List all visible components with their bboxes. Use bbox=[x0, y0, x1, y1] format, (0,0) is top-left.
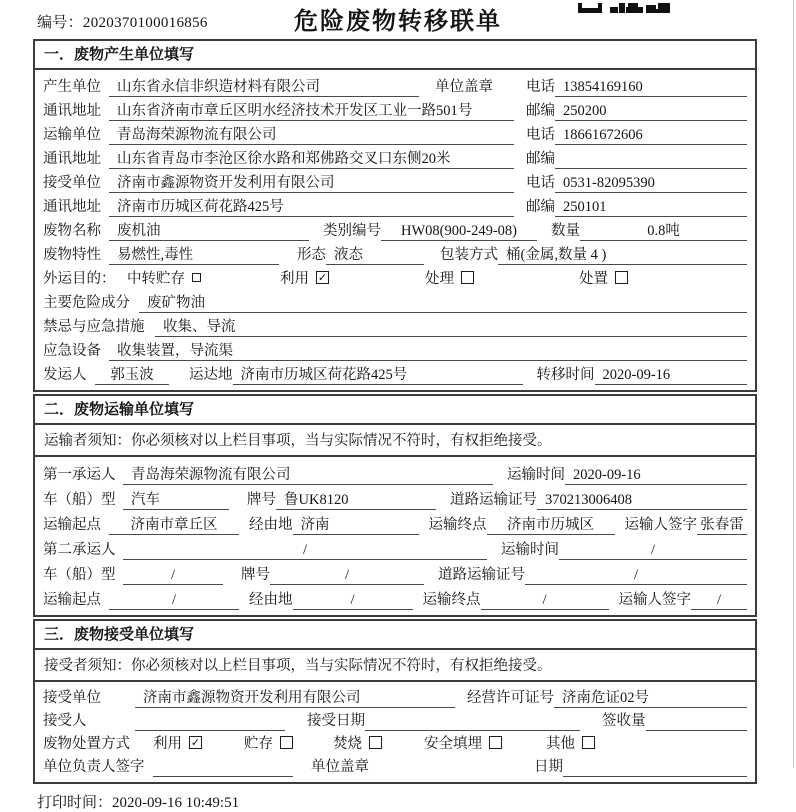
seal-label: 单位盖章 bbox=[435, 79, 493, 95]
producer-phone-value: 13854169160 bbox=[555, 79, 747, 97]
plate-label: 牌号 bbox=[247, 492, 276, 508]
destination-label: 运达地 bbox=[189, 367, 233, 383]
zip-label: 邮编 bbox=[526, 103, 555, 119]
carrier1-time-value: 2020-09-16 bbox=[565, 467, 747, 485]
option-label: 其他 bbox=[546, 736, 575, 752]
origin-label: 运输起点 bbox=[43, 592, 101, 608]
producer-address-value: 山东省济南市章丘区明水经济技术开发区工业一路501号 bbox=[109, 99, 514, 121]
row-carrier2-vehicle bbox=[43, 560, 747, 585]
form-value: 液态 bbox=[326, 243, 424, 265]
print-time-label: 打印时间： bbox=[37, 795, 113, 811]
receiver-value: 济南市鑫源物资开发利用有限公司 bbox=[109, 171, 514, 193]
date-label: 日期 bbox=[534, 759, 563, 775]
checkbox-unchecked-icon bbox=[615, 271, 628, 284]
zip-label: 邮编 bbox=[526, 199, 555, 215]
trait-label: 废物特性 bbox=[43, 247, 101, 263]
carrier1-vehicle-value: 汽车 bbox=[123, 488, 229, 510]
waste-name-value: 废机油 bbox=[109, 219, 309, 241]
disposal-option-landfill bbox=[424, 732, 502, 754]
destination-value: 济南市历城区荷花路425号 bbox=[233, 363, 523, 385]
checkbox-unchecked-icon bbox=[461, 271, 474, 284]
taboo-value: 收集、导流 bbox=[155, 315, 747, 337]
row-receiving-person bbox=[43, 708, 747, 731]
receiving-unit-label: 接受单位 bbox=[43, 690, 101, 706]
receiving-person-label: 接受人 bbox=[43, 713, 87, 729]
receiving-person-value bbox=[135, 730, 285, 731]
receiver-phone-value: 0531-82095390 bbox=[555, 175, 747, 193]
receiving-unit-value: 济南市鑫源物资开发利用有限公司 bbox=[135, 686, 455, 708]
row-transfer-purpose bbox=[43, 265, 747, 289]
carrier1-via-value: 济南 bbox=[293, 513, 419, 535]
unit-seal-label: 单位盖章 bbox=[311, 759, 369, 775]
address-label: 通讯地址 bbox=[43, 151, 101, 167]
option-label: 处理 bbox=[425, 271, 454, 287]
license-value: 济南危证02号 bbox=[554, 686, 747, 708]
row-waste-trait bbox=[43, 241, 747, 265]
row-emergency-equipment bbox=[43, 337, 747, 361]
option-label: 贮存 bbox=[244, 736, 273, 752]
row-receiving-unit bbox=[43, 685, 747, 708]
qr-code-icon bbox=[578, 0, 670, 18]
print-time-line bbox=[37, 791, 796, 812]
checkbox-unchecked-icon bbox=[369, 736, 382, 749]
serial-label: 编号： bbox=[37, 15, 83, 31]
carrier2-origin-value: / bbox=[109, 592, 239, 610]
transport-time-label: 运输时间 bbox=[501, 542, 559, 558]
section-producer-title: 一．废物产生单位填写 bbox=[35, 41, 755, 70]
carrier2-time-value: / bbox=[559, 542, 747, 560]
purpose-label: 外运目的： bbox=[43, 271, 116, 287]
row-carrier2-route bbox=[43, 585, 747, 610]
row-transporter-address bbox=[43, 145, 747, 169]
carrier1-signature-value: 张春雷 bbox=[697, 513, 747, 535]
license-label: 经营许可证号 bbox=[467, 690, 554, 706]
carrier-sign-label: 运输人签字 bbox=[624, 517, 697, 533]
form-label: 形态 bbox=[297, 247, 326, 263]
row-receiver-address bbox=[43, 193, 747, 217]
address-label: 通讯地址 bbox=[43, 103, 101, 119]
phone-label: 电话 bbox=[526, 79, 555, 95]
carrier2-via-value: / bbox=[293, 592, 413, 610]
transporter-label: 运输单位 bbox=[43, 127, 101, 143]
carrier-sign-label: 运输人签字 bbox=[618, 592, 691, 608]
transfer-time-value: 2020-09-16 bbox=[595, 367, 748, 385]
disposal-option-storage bbox=[244, 732, 293, 754]
section-transport-title: 二．废物运输单位填写 bbox=[35, 396, 755, 425]
category-label: 类别编号 bbox=[323, 223, 381, 239]
signed-amount-label: 签收量 bbox=[602, 713, 646, 729]
row-transporter bbox=[43, 121, 747, 145]
section-producer bbox=[33, 39, 757, 392]
row-responsible-signature bbox=[43, 754, 747, 777]
section-transport bbox=[33, 394, 757, 617]
waste-name-label: 废物名称 bbox=[43, 223, 101, 239]
responsible-sign-label: 单位负责人签字 bbox=[43, 759, 145, 775]
carrier2-signature-value: / bbox=[691, 592, 747, 610]
shipper-value: 郭玉波 bbox=[95, 363, 169, 385]
responsible-sign-value bbox=[153, 776, 293, 777]
row-producer bbox=[43, 73, 747, 97]
row-producer-address bbox=[43, 97, 747, 121]
transporter-value: 青岛海荣源物流有限公司 bbox=[109, 123, 514, 145]
packing-label: 包装方式 bbox=[440, 247, 498, 263]
checkbox-unchecked-icon bbox=[280, 736, 293, 749]
carrier2-plate-value: / bbox=[270, 567, 424, 585]
section-receiver-title: 三．废物接受单位填写 bbox=[35, 621, 755, 650]
checkbox-unchecked-icon bbox=[489, 736, 502, 749]
transporter-address-value: 山东省青岛市李沧区徐水路和郑佛路交叉口东侧20米 bbox=[109, 147, 514, 169]
row-hazard-component bbox=[43, 289, 747, 313]
disposal-option-utilize bbox=[153, 732, 202, 754]
shipper-label: 发运人 bbox=[43, 367, 87, 383]
purpose-option-treat bbox=[425, 267, 474, 289]
carrier2-value: / bbox=[123, 542, 487, 560]
producer-label: 产生单位 bbox=[43, 79, 101, 95]
row-second-carrier bbox=[43, 535, 747, 560]
row-taboo-measures bbox=[43, 313, 747, 337]
page-right-edge bbox=[793, 0, 794, 768]
carrier1-origin-value: 济南市章丘区 bbox=[109, 513, 239, 535]
zip-label: 邮编 bbox=[526, 151, 555, 167]
section-receiver bbox=[33, 619, 757, 784]
receiver-notice: 接受者须知：你必须核对以上栏目事项，当与实际情况不符时，有权拒绝接受。 bbox=[35, 650, 755, 682]
receiver-zip-value: 250101 bbox=[555, 199, 747, 217]
serial-value: 2020370100016856 bbox=[82, 15, 208, 31]
disposal-label: 废物处置方式 bbox=[43, 736, 130, 752]
row-first-carrier bbox=[43, 460, 747, 485]
option-label: 安全填埋 bbox=[424, 736, 482, 752]
print-time-value: 2020-09-16 10:49:51 bbox=[112, 795, 240, 811]
checkbox-unchecked-icon bbox=[192, 273, 201, 282]
transporter-zip-value bbox=[555, 168, 747, 169]
option-label: 处置 bbox=[579, 271, 608, 287]
quantity-label: 数量 bbox=[551, 223, 580, 239]
transport-time-label: 运输时间 bbox=[507, 467, 565, 483]
document-header bbox=[0, 0, 796, 39]
via-label: 经由地 bbox=[249, 517, 293, 533]
carrier2-vehicle-value: / bbox=[123, 567, 223, 585]
purpose-option-utilize bbox=[280, 267, 329, 289]
disposal-option-other bbox=[546, 732, 595, 754]
vehicle-label: 车（船）型 bbox=[43, 567, 116, 583]
row-shipper bbox=[43, 361, 747, 385]
carrier1-endpoint-value: 济南市历城区 bbox=[487, 513, 615, 535]
carrier1-permit-value: 370213006408 bbox=[537, 492, 747, 510]
endpoint-label: 运输终点 bbox=[428, 517, 487, 533]
checkbox-checked-icon: ✓ bbox=[190, 736, 201, 749]
carrier1-plate-value: 鲁UK8120 bbox=[276, 488, 436, 510]
row-carrier1-route bbox=[43, 510, 747, 535]
carrier2-endpoint-value: / bbox=[481, 592, 609, 610]
receiving-date-value bbox=[365, 730, 580, 731]
disposal-option-incinerate bbox=[333, 732, 382, 754]
permit-label: 道路运输证号 bbox=[450, 492, 537, 508]
page-title: 危险废物转移联单 bbox=[294, 8, 502, 35]
checkbox-unchecked-icon bbox=[582, 736, 595, 749]
phone-label: 电话 bbox=[526, 127, 555, 143]
endpoint-label: 运输终点 bbox=[422, 592, 481, 608]
plate-label: 牌号 bbox=[241, 567, 270, 583]
hazard-value: 废矿物油 bbox=[139, 291, 747, 313]
origin-label: 运输起点 bbox=[43, 517, 101, 533]
date-value bbox=[563, 776, 747, 777]
row-disposal-method bbox=[43, 731, 747, 754]
address-label: 通讯地址 bbox=[43, 199, 101, 215]
category-value: HW08(900-249-08) bbox=[381, 223, 537, 241]
checkbox-checked-icon: ✓ bbox=[317, 271, 328, 284]
phone-label: 电话 bbox=[526, 175, 555, 191]
row-waste-name bbox=[43, 217, 747, 241]
packing-value: 桶(金属,数量 4 ) bbox=[498, 243, 747, 265]
carrier1-label: 第一承运人 bbox=[43, 467, 116, 483]
transfer-time-label: 转移时间 bbox=[536, 367, 595, 383]
signed-amount-value bbox=[646, 730, 748, 731]
producer-value: 山东省永信非织造材料有限公司 bbox=[109, 75, 419, 97]
via-label: 经由地 bbox=[249, 592, 293, 608]
equipment-value: 收集装置，导流渠 bbox=[109, 339, 747, 361]
carrier2-label: 第二承运人 bbox=[43, 542, 116, 558]
receiving-date-label: 接受日期 bbox=[307, 713, 365, 729]
transporter-notice: 运输者须知：你必须核对以上栏目事项，当与实际情况不符时，有权拒绝接受。 bbox=[35, 425, 755, 457]
purpose-option-transfer-storage bbox=[127, 267, 201, 289]
receiver-address-value: 济南市历城区荷花路425号 bbox=[109, 195, 514, 217]
trait-value: 易燃性,毒性 bbox=[109, 243, 279, 265]
equipment-label: 应急设备 bbox=[43, 343, 101, 359]
carrier2-permit-value: / bbox=[525, 567, 747, 585]
carrier1-value: 青岛海荣源物流有限公司 bbox=[123, 463, 493, 485]
receiver-label: 接受单位 bbox=[43, 175, 101, 191]
quantity-value: 0.8吨 bbox=[580, 219, 747, 241]
option-label: 中转贮存 bbox=[127, 271, 185, 287]
transporter-phone-value: 18661672606 bbox=[555, 127, 747, 145]
purpose-option-dispose bbox=[579, 267, 628, 289]
row-carrier1-vehicle bbox=[43, 485, 747, 510]
vehicle-label: 车（船）型 bbox=[43, 492, 116, 508]
permit-label: 道路运输证号 bbox=[438, 567, 525, 583]
hazard-label: 主要危险成分 bbox=[43, 295, 130, 311]
row-receiver bbox=[43, 169, 747, 193]
taboo-label: 禁忌与应急措施 bbox=[43, 319, 145, 335]
option-label: 利用 bbox=[153, 736, 182, 752]
option-label: 利用 bbox=[280, 271, 309, 287]
producer-zip-value: 250200 bbox=[555, 103, 747, 121]
option-label: 焚烧 bbox=[333, 736, 362, 752]
